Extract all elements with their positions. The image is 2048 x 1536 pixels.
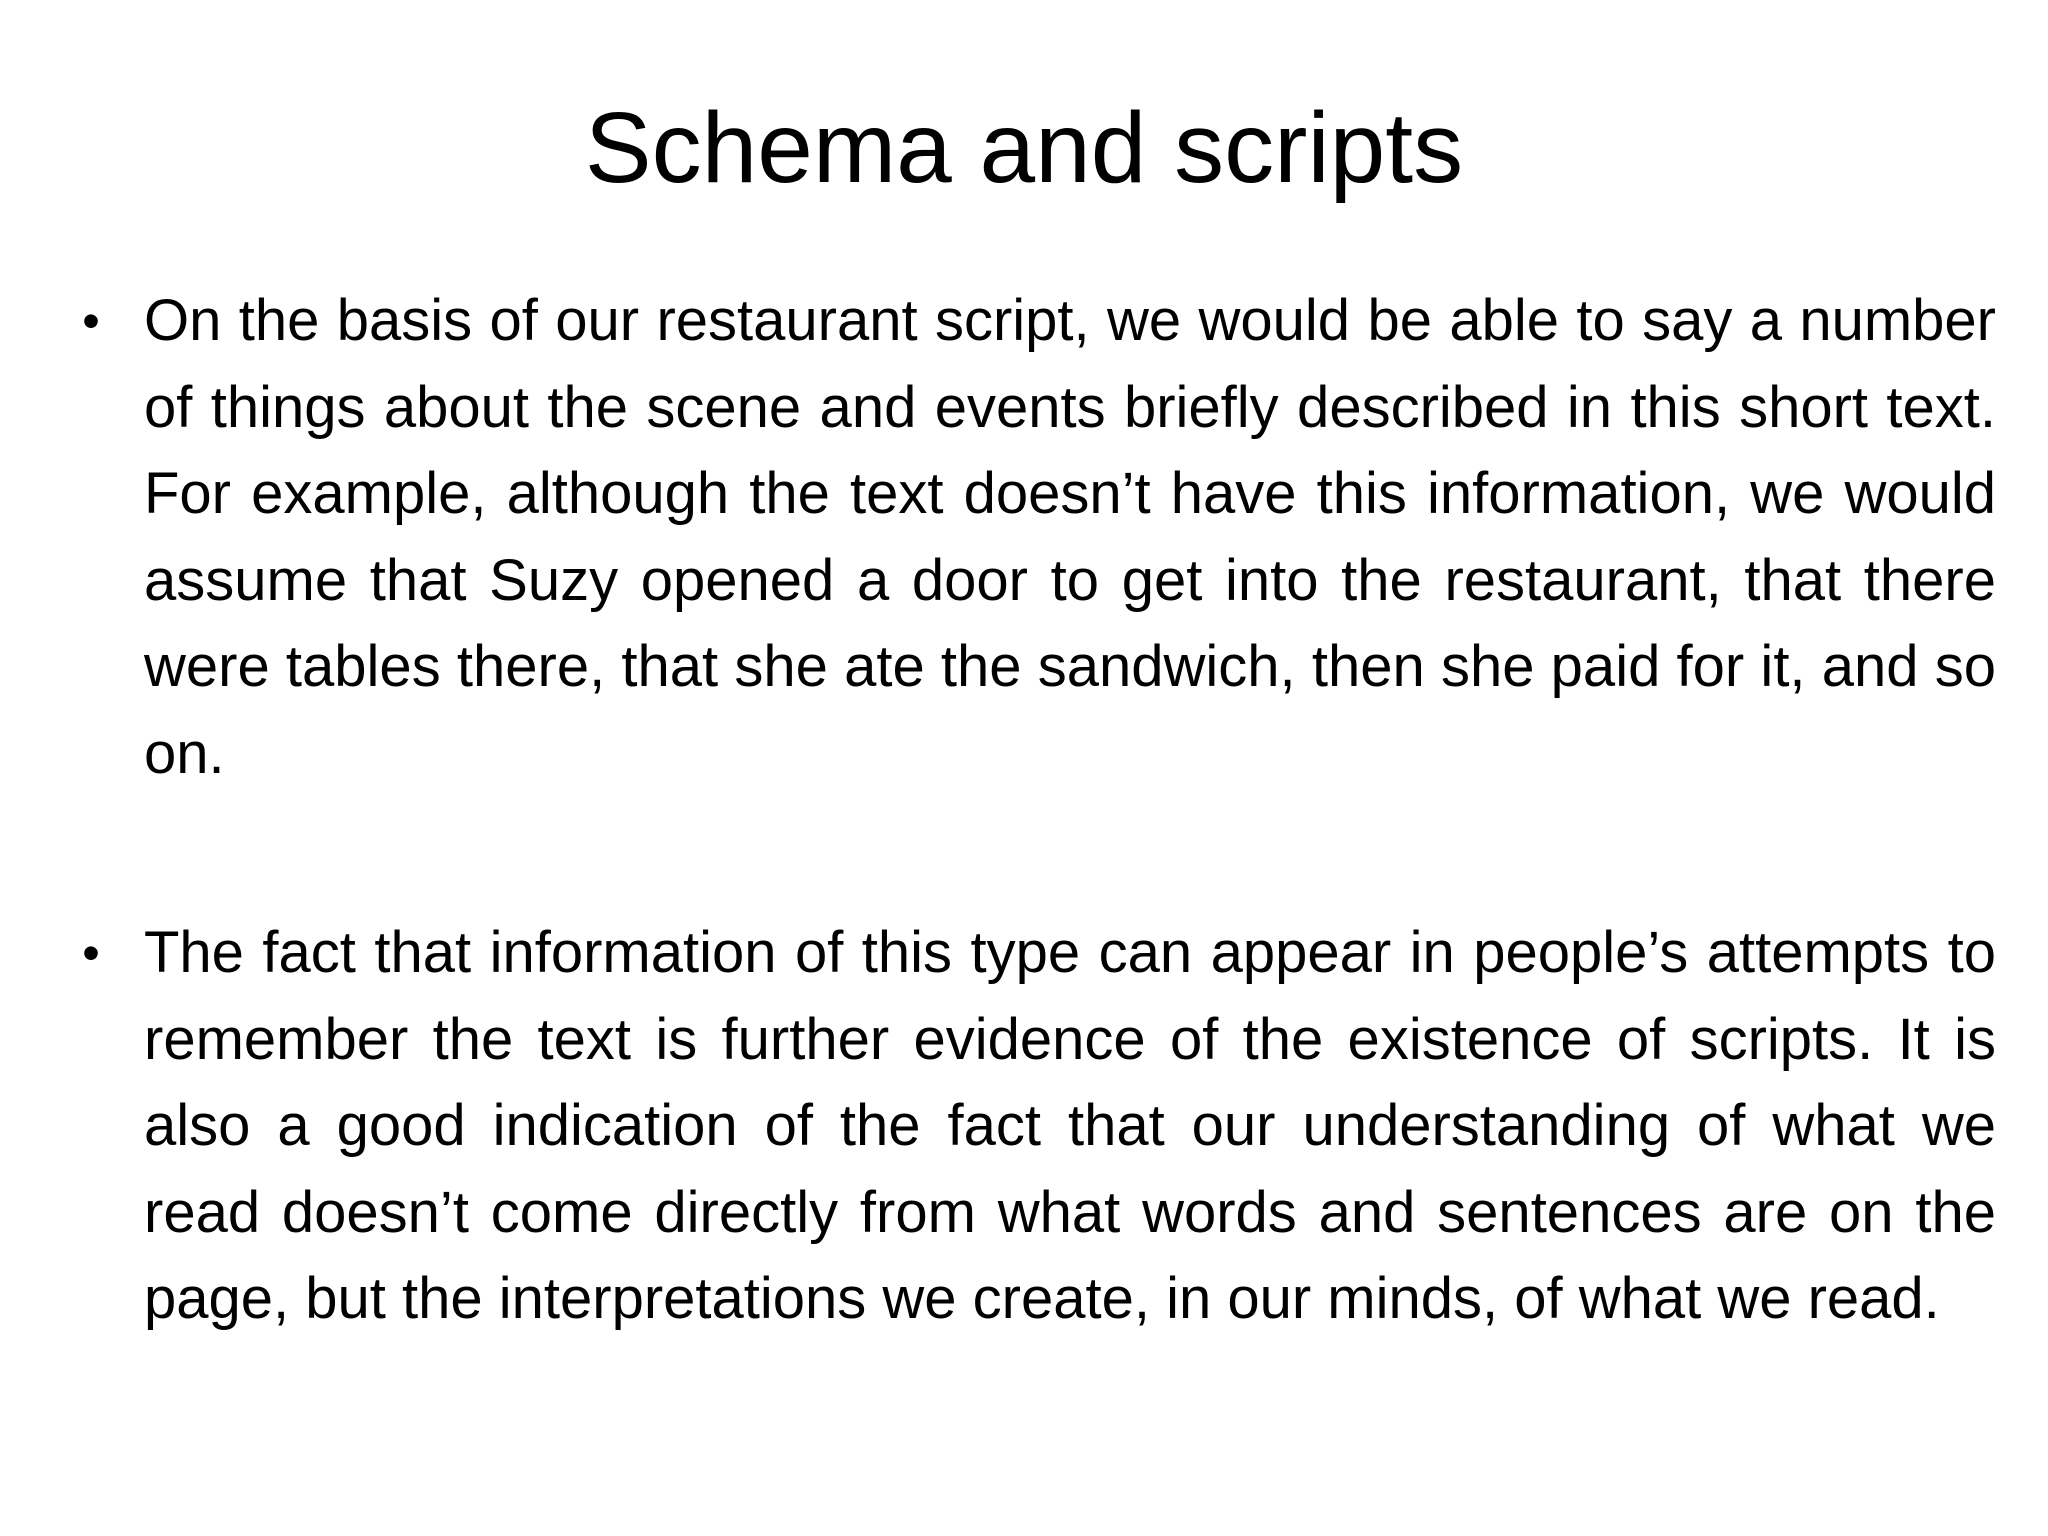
bullet-marker: • bbox=[82, 925, 100, 981]
bullet-item bbox=[82, 278, 1996, 797]
bullet-item bbox=[82, 910, 1996, 1343]
bullet-text: On the basis of our restaurant script, we would be able to say a number of things about the scene and events briefly described in this short text. For example, although the text doesn’t have this information, we would assume that Suzy opened a door to get into the restaurant, that there were tables there, that she ate the sandwich, then she paid for it, and so on. bbox=[144, 288, 1996, 786]
bullet-marker: • bbox=[82, 293, 100, 349]
slide-title: Schema and scripts bbox=[584, 92, 1464, 204]
bullet-text: The fact that information of this type can appear in people’s attempts to remember the text is further evidence of the existence of scripts. It is also a good indication of the fact that our understanding of what we read doesn’t come directly from what words and sentences are on the page, but the interpretations we create, in our minds, of what we read. bbox=[144, 920, 1996, 1331]
